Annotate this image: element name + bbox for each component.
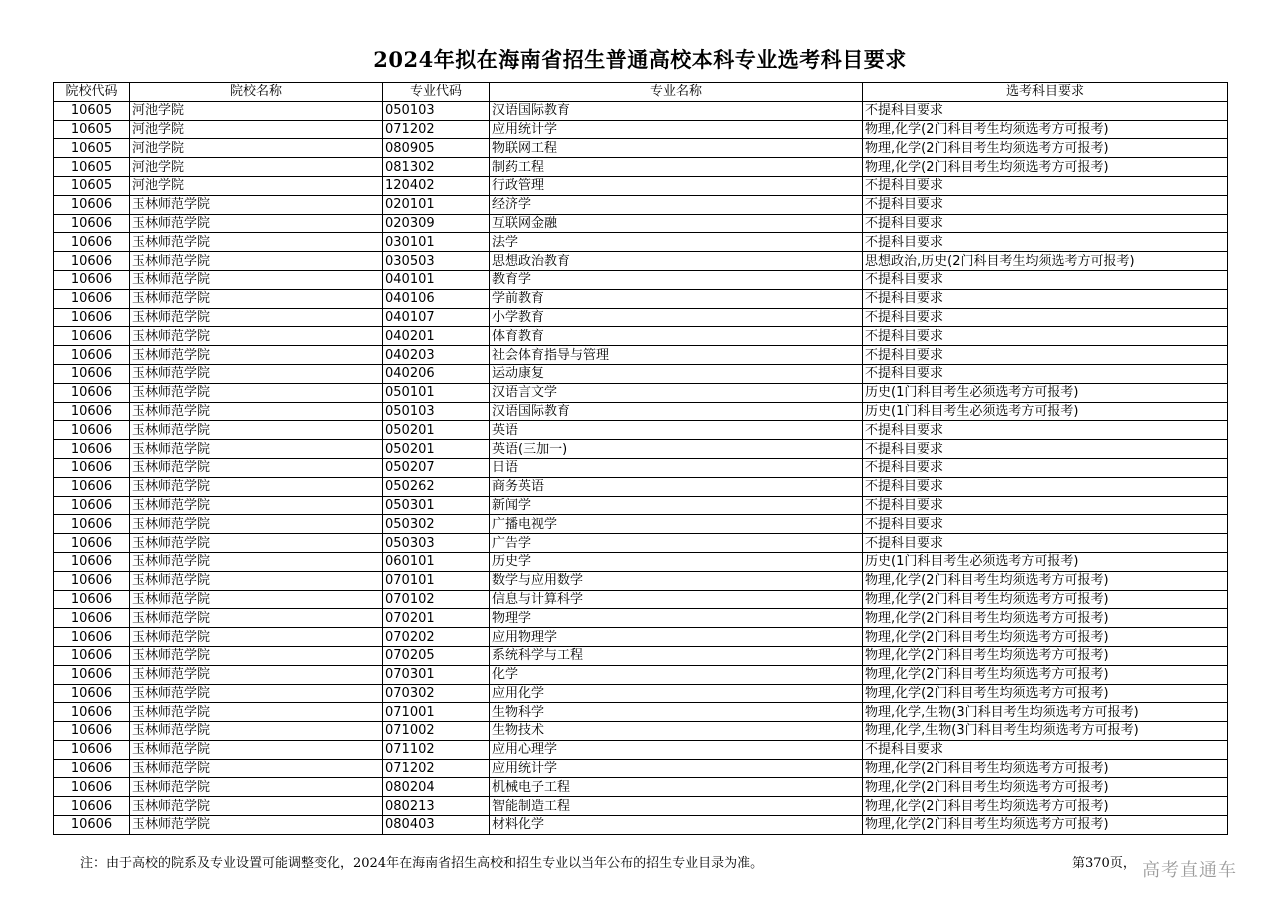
table-row	[54, 364, 1228, 383]
school-code-cell: 10606	[54, 440, 130, 459]
major-name-cell: 制药工程	[490, 158, 863, 177]
subject-requirement-cell: 物理,化学(2门科目考生均须选考方可报考)	[863, 816, 1228, 835]
major-name-cell: 生物科学	[490, 703, 863, 722]
major-name-cell: 英语	[490, 421, 863, 440]
school-code-cell: 10606	[54, 402, 130, 421]
major-code-cell: 070202	[383, 628, 490, 647]
table-row	[54, 158, 1228, 177]
school-name-cell: 玉林师范学院	[130, 665, 383, 684]
subject-requirement-cell: 不提科目要求	[863, 214, 1228, 233]
school-code-cell: 10605	[54, 176, 130, 195]
major-name-cell: 应用统计学	[490, 759, 863, 778]
major-name-cell: 信息与计算科学	[490, 590, 863, 609]
subject-requirement-cell: 物理,化学(2门科目考生均须选考方可报考)	[863, 646, 1228, 665]
subject-requirement-cell: 物理,化学,生物(3门科目考生均须选考方可报考)	[863, 722, 1228, 741]
table-row	[54, 346, 1228, 365]
school-name-cell: 玉林师范学院	[130, 458, 383, 477]
major-name-cell: 物理学	[490, 609, 863, 628]
major-name-cell: 英语(三加一)	[490, 440, 863, 459]
school-code-cell: 10606	[54, 364, 130, 383]
subject-requirement-cell: 不提科目要求	[863, 289, 1228, 308]
major-name-cell: 汉语国际教育	[490, 101, 863, 120]
subject-requirement-cell: 不提科目要求	[863, 270, 1228, 289]
school-code-cell: 10606	[54, 383, 130, 402]
school-code-cell: 10606	[54, 195, 130, 214]
table-row	[54, 703, 1228, 722]
school-code-cell: 10606	[54, 609, 130, 628]
school-name-cell: 玉林师范学院	[130, 496, 383, 515]
major-code-cell: 120402	[383, 176, 490, 195]
school-code-cell: 10606	[54, 252, 130, 271]
major-code-cell: 070101	[383, 571, 490, 590]
school-code-cell: 10605	[54, 120, 130, 139]
subject-requirement-cell: 物理,化学(2门科目考生均须选考方可报考)	[863, 684, 1228, 703]
subject-requirement-cell: 不提科目要求	[863, 346, 1228, 365]
table-row	[54, 252, 1228, 271]
school-code-cell: 10606	[54, 797, 130, 816]
school-code-cell: 10606	[54, 552, 130, 571]
major-code-cell: 050207	[383, 458, 490, 477]
school-name-cell: 河池学院	[130, 120, 383, 139]
school-name-cell: 河池学院	[130, 176, 383, 195]
subject-requirement-cell: 不提科目要求	[863, 534, 1228, 553]
table-row	[54, 797, 1228, 816]
requirements-table	[53, 82, 1228, 835]
table-row	[54, 571, 1228, 590]
major-name-cell: 汉语言文学	[490, 383, 863, 402]
major-code-cell: 050262	[383, 477, 490, 496]
major-name-cell: 材料化学	[490, 816, 863, 835]
subject-requirement-cell: 不提科目要求	[863, 477, 1228, 496]
major-name-cell: 新闻学	[490, 496, 863, 515]
watermark: 高考直通车	[1142, 860, 1237, 881]
major-code-cell: 070201	[383, 609, 490, 628]
major-name-cell: 行政管理	[490, 176, 863, 195]
subject-requirement-cell: 不提科目要求	[863, 458, 1228, 477]
school-name-cell: 玉林师范学院	[130, 609, 383, 628]
column-header-major-code: 专业代码	[383, 83, 490, 102]
major-name-cell: 经济学	[490, 195, 863, 214]
table-row	[54, 609, 1228, 628]
major-name-cell: 小学教育	[490, 308, 863, 327]
school-name-cell: 玉林师范学院	[130, 740, 383, 759]
major-code-cell: 050302	[383, 515, 490, 534]
subject-requirement-cell: 物理,化学(2门科目考生均须选考方可报考)	[863, 120, 1228, 139]
table-row	[54, 665, 1228, 684]
subject-requirement-cell: 物理,化学(2门科目考生均须选考方可报考)	[863, 139, 1228, 158]
table-row	[54, 214, 1228, 233]
school-name-cell: 河池学院	[130, 158, 383, 177]
table-row	[54, 496, 1228, 515]
subject-requirement-cell: 不提科目要求	[863, 421, 1228, 440]
school-name-cell: 玉林师范学院	[130, 590, 383, 609]
school-code-cell: 10605	[54, 158, 130, 177]
major-name-cell: 体育教育	[490, 327, 863, 346]
school-code-cell: 10605	[54, 101, 130, 120]
school-name-cell: 玉林师范学院	[130, 646, 383, 665]
school-code-cell: 10606	[54, 515, 130, 534]
school-code-cell: 10606	[54, 327, 130, 346]
school-code-cell: 10606	[54, 759, 130, 778]
school-name-cell: 玉林师范学院	[130, 402, 383, 421]
school-code-cell: 10606	[54, 477, 130, 496]
subject-requirement-cell: 不提科目要求	[863, 195, 1228, 214]
school-name-cell: 玉林师范学院	[130, 270, 383, 289]
school-code-cell: 10606	[54, 740, 130, 759]
school-code-cell: 10606	[54, 458, 130, 477]
major-name-cell: 系统科学与工程	[490, 646, 863, 665]
subject-requirement-cell: 物理,化学(2门科目考生均须选考方可报考)	[863, 759, 1228, 778]
column-header-school-code: 院校代码	[54, 83, 130, 102]
major-name-cell: 生物技术	[490, 722, 863, 741]
subject-requirement-cell: 物理,化学(2门科目考生均须选考方可报考)	[863, 609, 1228, 628]
subject-requirement-cell: 不提科目要求	[863, 101, 1228, 120]
table-row	[54, 590, 1228, 609]
table-row	[54, 289, 1228, 308]
table-row	[54, 515, 1228, 534]
school-name-cell: 玉林师范学院	[130, 816, 383, 835]
major-name-cell: 机械电子工程	[490, 778, 863, 797]
subject-requirement-cell: 思想政治,历史(2门科目考生均须选考方可报考)	[863, 252, 1228, 271]
table-row	[54, 195, 1228, 214]
column-header-school-name: 院校名称	[130, 83, 383, 102]
subject-requirement-cell: 不提科目要求	[863, 233, 1228, 252]
major-name-cell: 应用统计学	[490, 120, 863, 139]
major-name-cell: 应用心理学	[490, 740, 863, 759]
table-row	[54, 740, 1228, 759]
school-code-cell: 10606	[54, 590, 130, 609]
major-code-cell: 070301	[383, 665, 490, 684]
school-name-cell: 玉林师范学院	[130, 421, 383, 440]
table-row	[54, 176, 1228, 195]
subject-requirement-cell: 历史(1门科目考生必须选考方可报考)	[863, 383, 1228, 402]
major-code-cell: 050201	[383, 440, 490, 459]
major-name-cell: 商务英语	[490, 477, 863, 496]
school-code-cell: 10606	[54, 308, 130, 327]
major-name-cell: 汉语国际教育	[490, 402, 863, 421]
major-code-cell: 080403	[383, 816, 490, 835]
school-name-cell: 玉林师范学院	[130, 571, 383, 590]
major-code-cell: 071202	[383, 759, 490, 778]
school-code-cell: 10606	[54, 421, 130, 440]
major-code-cell: 040201	[383, 327, 490, 346]
school-name-cell: 玉林师范学院	[130, 364, 383, 383]
school-name-cell: 玉林师范学院	[130, 233, 383, 252]
school-name-cell: 玉林师范学院	[130, 289, 383, 308]
major-code-cell: 040101	[383, 270, 490, 289]
major-code-cell: 071002	[383, 722, 490, 741]
table-row	[54, 270, 1228, 289]
subject-requirement-cell: 物理,化学(2门科目考生均须选考方可报考)	[863, 158, 1228, 177]
subject-requirement-cell: 物理,化学(2门科目考生均须选考方可报考)	[863, 590, 1228, 609]
major-name-cell: 广告学	[490, 534, 863, 553]
major-code-cell: 050303	[383, 534, 490, 553]
school-name-cell: 玉林师范学院	[130, 684, 383, 703]
major-code-cell: 050301	[383, 496, 490, 515]
table-row	[54, 684, 1228, 703]
school-name-cell: 玉林师范学院	[130, 534, 383, 553]
page-number: 第370页，	[1072, 856, 1136, 871]
major-code-cell: 040206	[383, 364, 490, 383]
school-code-cell: 10606	[54, 703, 130, 722]
school-code-cell: 10606	[54, 496, 130, 515]
school-code-cell: 10606	[54, 571, 130, 590]
school-code-cell: 10606	[54, 628, 130, 647]
subject-requirement-cell: 不提科目要求	[863, 327, 1228, 346]
school-name-cell: 玉林师范学院	[130, 252, 383, 271]
subject-requirement-cell: 不提科目要求	[863, 440, 1228, 459]
major-name-cell: 学前教育	[490, 289, 863, 308]
school-code-cell: 10606	[54, 646, 130, 665]
table-row	[54, 534, 1228, 553]
major-code-cell: 020309	[383, 214, 490, 233]
major-name-cell: 历史学	[490, 552, 863, 571]
major-code-cell: 030101	[383, 233, 490, 252]
school-name-cell: 玉林师范学院	[130, 778, 383, 797]
subject-requirement-cell: 不提科目要求	[863, 740, 1228, 759]
school-code-cell: 10606	[54, 214, 130, 233]
major-name-cell: 应用化学	[490, 684, 863, 703]
school-name-cell: 玉林师范学院	[130, 797, 383, 816]
school-name-cell: 河池学院	[130, 139, 383, 158]
major-code-cell: 030503	[383, 252, 490, 271]
major-name-cell: 运动康复	[490, 364, 863, 383]
school-name-cell: 玉林师范学院	[130, 552, 383, 571]
school-code-cell: 10606	[54, 778, 130, 797]
school-name-cell: 玉林师范学院	[130, 383, 383, 402]
school-name-cell: 玉林师范学院	[130, 195, 383, 214]
table-row	[54, 308, 1228, 327]
major-code-cell: 040107	[383, 308, 490, 327]
table-row	[54, 101, 1228, 120]
table-row	[54, 440, 1228, 459]
school-name-cell: 玉林师范学院	[130, 327, 383, 346]
column-header-subject-requirement: 选考科目要求	[863, 83, 1228, 102]
major-code-cell: 080213	[383, 797, 490, 816]
major-name-cell: 思想政治教育	[490, 252, 863, 271]
subject-requirement-cell: 历史(1门科目考生必须选考方可报考)	[863, 402, 1228, 421]
column-header-major-name: 专业名称	[490, 83, 863, 102]
footnote: 注：由于高校的院系及专业设置可能调整变化，2024年在海南省招生高校和招生专业以当年公布的招生专业目录为准。	[80, 856, 764, 871]
table-row	[54, 383, 1228, 402]
school-name-cell: 玉林师范学院	[130, 703, 383, 722]
table-body	[54, 101, 1228, 834]
table-row	[54, 120, 1228, 139]
subject-requirement-cell: 不提科目要求	[863, 176, 1228, 195]
table-row	[54, 458, 1228, 477]
school-code-cell: 10606	[54, 289, 130, 308]
school-code-cell: 10606	[54, 270, 130, 289]
major-name-cell: 教育学	[490, 270, 863, 289]
table-row	[54, 646, 1228, 665]
table-row	[54, 778, 1228, 797]
school-name-cell: 玉林师范学院	[130, 477, 383, 496]
major-name-cell: 日语	[490, 458, 863, 477]
table-row	[54, 139, 1228, 158]
major-name-cell: 社会体育指导与管理	[490, 346, 863, 365]
major-code-cell: 081302	[383, 158, 490, 177]
table-row	[54, 759, 1228, 778]
school-name-cell: 玉林师范学院	[130, 214, 383, 233]
table-row	[54, 477, 1228, 496]
school-code-cell: 10606	[54, 816, 130, 835]
major-name-cell: 互联网金融	[490, 214, 863, 233]
major-code-cell: 070102	[383, 590, 490, 609]
major-name-cell: 智能制造工程	[490, 797, 863, 816]
school-code-cell: 10606	[54, 684, 130, 703]
subject-requirement-cell: 历史(1门科目考生必须选考方可报考)	[863, 552, 1228, 571]
school-code-cell: 10606	[54, 346, 130, 365]
subject-requirement-cell: 物理,化学(2门科目考生均须选考方可报考)	[863, 797, 1228, 816]
major-code-cell: 050103	[383, 402, 490, 421]
major-name-cell: 物联网工程	[490, 139, 863, 158]
subject-requirement-cell: 不提科目要求	[863, 364, 1228, 383]
subject-requirement-cell: 不提科目要求	[863, 308, 1228, 327]
school-code-cell: 10606	[54, 722, 130, 741]
table-row	[54, 722, 1228, 741]
subject-requirement-cell: 物理,化学(2门科目考生均须选考方可报考)	[863, 628, 1228, 647]
major-name-cell: 应用物理学	[490, 628, 863, 647]
school-code-cell: 10605	[54, 139, 130, 158]
school-name-cell: 玉林师范学院	[130, 628, 383, 647]
school-name-cell: 玉林师范学院	[130, 515, 383, 534]
school-code-cell: 10606	[54, 233, 130, 252]
school-code-cell: 10606	[54, 665, 130, 684]
school-name-cell: 玉林师范学院	[130, 722, 383, 741]
table-row	[54, 421, 1228, 440]
table-row	[54, 552, 1228, 571]
table-row	[54, 628, 1228, 647]
subject-requirement-cell: 不提科目要求	[863, 496, 1228, 515]
major-name-cell: 广播电视学	[490, 515, 863, 534]
school-name-cell: 玉林师范学院	[130, 759, 383, 778]
page-title: 2024年拟在海南省招生普通高校本科专业选考科目要求	[373, 47, 907, 72]
major-code-cell: 071202	[383, 120, 490, 139]
school-name-cell: 玉林师范学院	[130, 440, 383, 459]
subject-requirement-cell: 不提科目要求	[863, 515, 1228, 534]
major-name-cell: 化学	[490, 665, 863, 684]
major-name-cell: 数学与应用数学	[490, 571, 863, 590]
subject-requirement-cell: 物理,化学(2门科目考生均须选考方可报考)	[863, 665, 1228, 684]
major-code-cell: 070302	[383, 684, 490, 703]
table-header-row	[54, 83, 1228, 102]
major-code-cell: 050103	[383, 101, 490, 120]
table-row	[54, 233, 1228, 252]
major-code-cell: 050101	[383, 383, 490, 402]
major-code-cell: 080905	[383, 139, 490, 158]
major-code-cell: 060101	[383, 552, 490, 571]
school-name-cell: 河池学院	[130, 101, 383, 120]
major-name-cell: 法学	[490, 233, 863, 252]
major-code-cell: 070205	[383, 646, 490, 665]
school-name-cell: 玉林师范学院	[130, 346, 383, 365]
school-name-cell: 玉林师范学院	[130, 308, 383, 327]
major-code-cell: 050201	[383, 421, 490, 440]
subject-requirement-cell: 物理,化学,生物(3门科目考生均须选考方可报考)	[863, 703, 1228, 722]
major-code-cell: 071001	[383, 703, 490, 722]
table-row	[54, 816, 1228, 835]
major-code-cell: 080204	[383, 778, 490, 797]
subject-requirement-cell: 物理,化学(2门科目考生均须选考方可报考)	[863, 571, 1228, 590]
major-code-cell: 071102	[383, 740, 490, 759]
table-row	[54, 327, 1228, 346]
school-code-cell: 10606	[54, 534, 130, 553]
major-code-cell: 020101	[383, 195, 490, 214]
major-code-cell: 040203	[383, 346, 490, 365]
subject-requirement-cell: 物理,化学(2门科目考生均须选考方可报考)	[863, 778, 1228, 797]
table-row	[54, 402, 1228, 421]
major-code-cell: 040106	[383, 289, 490, 308]
